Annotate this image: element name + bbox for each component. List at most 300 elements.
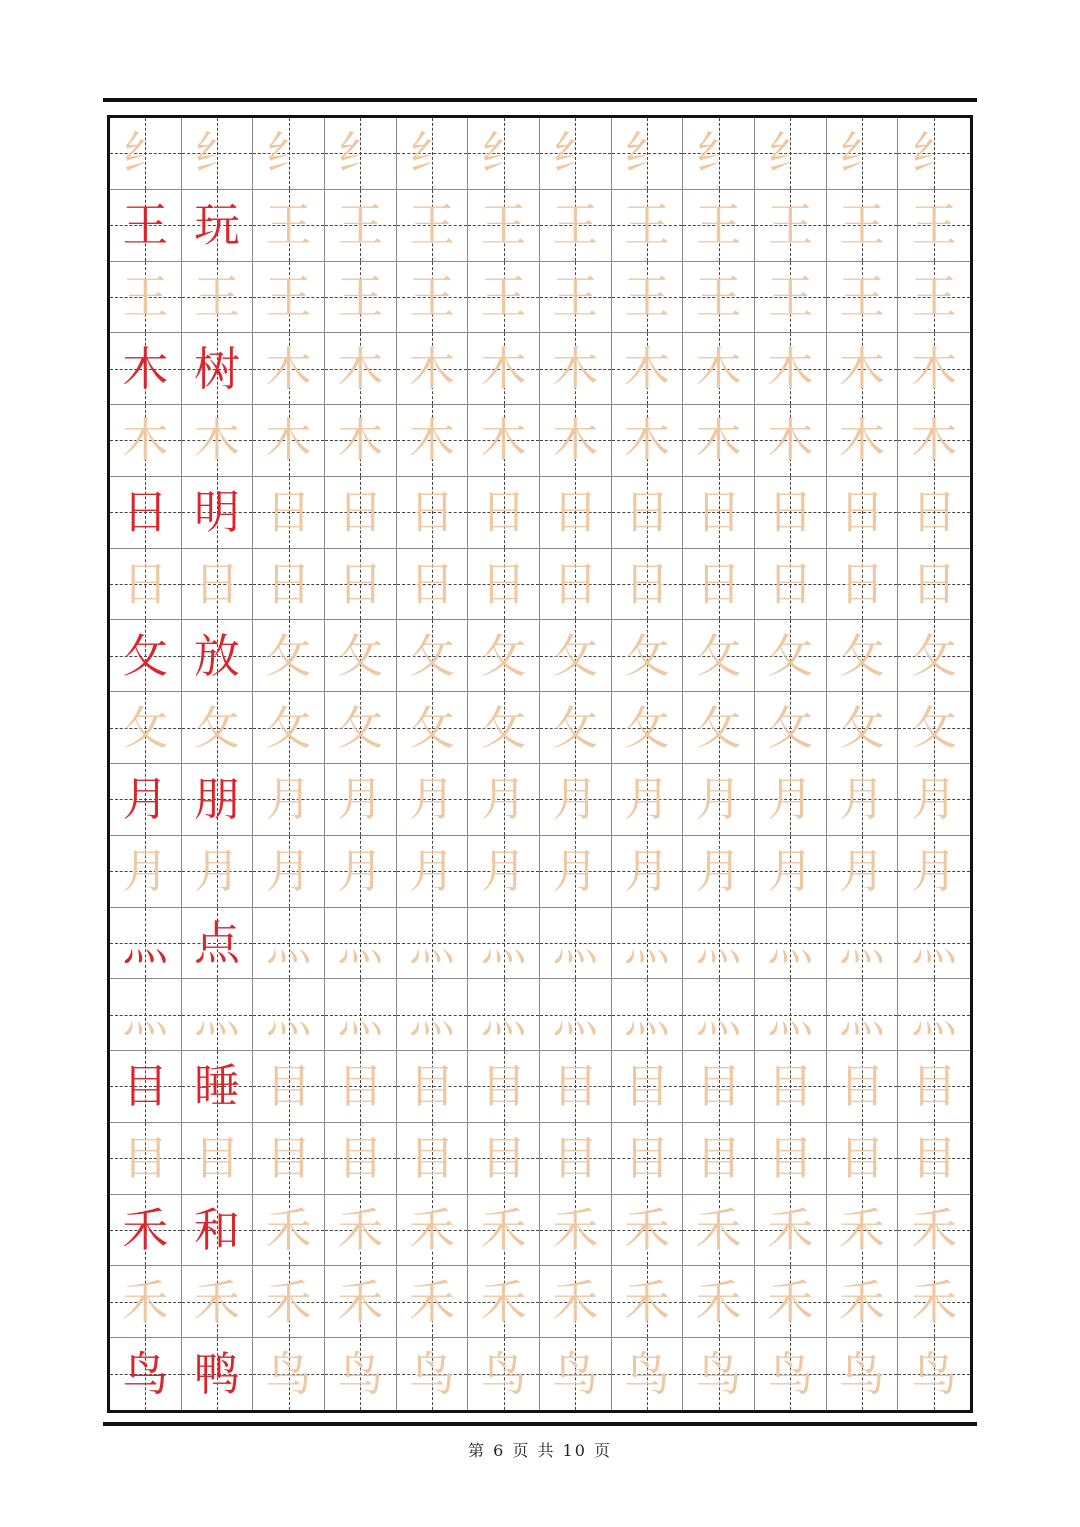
grid-cell bbox=[325, 836, 397, 908]
trace-character: 纟 bbox=[838, 126, 885, 181]
trace-character: 日 bbox=[623, 485, 670, 540]
trace-character: 王 bbox=[265, 198, 312, 253]
grid-cell bbox=[898, 118, 970, 190]
grid-cell bbox=[468, 908, 540, 980]
trace-character: 日 bbox=[480, 557, 527, 612]
trace-character: 鸟 bbox=[552, 1347, 599, 1402]
grid-cell bbox=[683, 118, 755, 190]
grid-cell bbox=[898, 1338, 970, 1410]
trace-character: 月 bbox=[122, 844, 169, 899]
trace-character: 攵 bbox=[838, 628, 885, 683]
grid-cell bbox=[540, 1266, 612, 1338]
trace-character: 日 bbox=[265, 485, 312, 540]
trace-character: 攵 bbox=[911, 700, 958, 755]
trace-character: 月 bbox=[337, 772, 384, 827]
trace-character: 月 bbox=[265, 844, 312, 899]
trace-character: 灬 bbox=[480, 987, 527, 1042]
trace-character: 木 bbox=[695, 413, 742, 468]
grid-cell bbox=[182, 549, 254, 621]
trace-character: 目 bbox=[911, 1059, 958, 1114]
trace-character: 木 bbox=[623, 341, 670, 396]
trace-character: 灬 bbox=[408, 915, 455, 970]
trace-character: 鸟 bbox=[265, 1347, 312, 1402]
trace-character: 日 bbox=[122, 557, 169, 612]
trace-character: 攵 bbox=[193, 700, 240, 755]
grid-cell bbox=[755, 549, 827, 621]
trace-character: 灬 bbox=[838, 987, 885, 1042]
grid-cell bbox=[898, 620, 970, 692]
trace-character: 攵 bbox=[623, 700, 670, 755]
grid-cell bbox=[755, 405, 827, 477]
grid-cell bbox=[612, 1195, 684, 1267]
model-character: 王 bbox=[122, 198, 169, 253]
trace-character: 月 bbox=[911, 772, 958, 827]
trace-character: 木 bbox=[337, 341, 384, 396]
grid-cell bbox=[755, 908, 827, 980]
grid-cell bbox=[540, 1195, 612, 1267]
trace-character: 木 bbox=[480, 341, 527, 396]
trace-character: 攵 bbox=[122, 700, 169, 755]
trace-character: 攵 bbox=[408, 700, 455, 755]
grid-cell bbox=[898, 262, 970, 334]
grid-cell bbox=[540, 477, 612, 549]
trace-character: 禾 bbox=[337, 1274, 384, 1329]
grid-cell bbox=[325, 979, 397, 1051]
trace-character: 月 bbox=[695, 844, 742, 899]
grid-cell bbox=[827, 908, 899, 980]
grid-cell bbox=[540, 190, 612, 262]
grid-cell bbox=[755, 333, 827, 405]
grid-cell bbox=[468, 262, 540, 334]
grid-cell bbox=[253, 1266, 325, 1338]
trace-character: 目 bbox=[408, 1131, 455, 1186]
trace-character: 目 bbox=[767, 1131, 814, 1186]
trace-character: 鸟 bbox=[838, 1347, 885, 1402]
trace-character: 木 bbox=[838, 413, 885, 468]
grid-cell bbox=[827, 1195, 899, 1267]
grid-cell bbox=[397, 764, 469, 836]
trace-character: 鸟 bbox=[767, 1347, 814, 1402]
trace-character: 禾 bbox=[122, 1274, 169, 1329]
trace-character: 禾 bbox=[911, 1203, 958, 1258]
grid-cell bbox=[468, 1195, 540, 1267]
grid-cell bbox=[827, 405, 899, 477]
practice-grid bbox=[110, 118, 970, 1410]
grid-cell bbox=[540, 333, 612, 405]
grid-cell bbox=[540, 549, 612, 621]
trace-character: 王 bbox=[838, 269, 885, 324]
grid-cell bbox=[540, 620, 612, 692]
trace-character: 禾 bbox=[695, 1274, 742, 1329]
trace-character: 王 bbox=[480, 198, 527, 253]
trace-character: 木 bbox=[265, 341, 312, 396]
grid-cell bbox=[110, 1195, 182, 1267]
trace-character: 木 bbox=[193, 413, 240, 468]
model-character: 攵 bbox=[122, 628, 169, 683]
trace-character: 攵 bbox=[695, 628, 742, 683]
grid-cell bbox=[540, 1338, 612, 1410]
grid-cell bbox=[612, 549, 684, 621]
trace-character: 攵 bbox=[337, 628, 384, 683]
grid-cell bbox=[325, 118, 397, 190]
grid-cell bbox=[540, 836, 612, 908]
trace-character: 日 bbox=[767, 557, 814, 612]
grid-cell bbox=[540, 692, 612, 764]
grid-cell bbox=[182, 908, 254, 980]
model-character: 鸟 bbox=[122, 1347, 169, 1402]
grid-cell bbox=[683, 549, 755, 621]
grid-cell bbox=[110, 979, 182, 1051]
grid-cell bbox=[683, 477, 755, 549]
trace-character: 王 bbox=[767, 269, 814, 324]
trace-character: 木 bbox=[911, 413, 958, 468]
grid-cell bbox=[827, 333, 899, 405]
grid-cell bbox=[898, 549, 970, 621]
grid-cell bbox=[898, 908, 970, 980]
grid-cell bbox=[540, 979, 612, 1051]
grid-cell bbox=[755, 190, 827, 262]
grid-cell bbox=[612, 118, 684, 190]
grid-cell bbox=[110, 692, 182, 764]
model-character: 明 bbox=[193, 485, 240, 540]
trace-character: 灬 bbox=[552, 915, 599, 970]
grid-cell bbox=[468, 549, 540, 621]
grid-cell bbox=[755, 1338, 827, 1410]
grid-cell bbox=[755, 836, 827, 908]
trace-character: 攵 bbox=[265, 700, 312, 755]
trace-character: 攵 bbox=[480, 628, 527, 683]
grid-cell bbox=[755, 1123, 827, 1195]
grid-cell bbox=[253, 620, 325, 692]
model-character: 日 bbox=[122, 485, 169, 540]
trace-character: 目 bbox=[265, 1131, 312, 1186]
grid-cell bbox=[683, 692, 755, 764]
trace-character: 日 bbox=[695, 557, 742, 612]
grid-cell bbox=[827, 477, 899, 549]
trace-character: 日 bbox=[337, 557, 384, 612]
trace-character: 攵 bbox=[337, 700, 384, 755]
grid-cell bbox=[182, 118, 254, 190]
grid-cell bbox=[612, 620, 684, 692]
trace-character: 木 bbox=[552, 341, 599, 396]
grid-cell bbox=[612, 190, 684, 262]
grid-cell bbox=[468, 620, 540, 692]
trace-character: 攵 bbox=[552, 628, 599, 683]
grid-cell bbox=[397, 1123, 469, 1195]
trace-character: 月 bbox=[838, 844, 885, 899]
grid-cell bbox=[397, 1266, 469, 1338]
trace-character: 禾 bbox=[838, 1274, 885, 1329]
grid-cell bbox=[110, 620, 182, 692]
trace-character: 鸟 bbox=[337, 1347, 384, 1402]
trace-character: 月 bbox=[193, 844, 240, 899]
grid-cell bbox=[397, 190, 469, 262]
grid-cell bbox=[325, 1266, 397, 1338]
grid-cell bbox=[397, 549, 469, 621]
grid-cell bbox=[612, 1051, 684, 1123]
trace-character: 月 bbox=[911, 844, 958, 899]
trace-character: 目 bbox=[838, 1131, 885, 1186]
model-character: 月 bbox=[122, 772, 169, 827]
grid-cell bbox=[182, 333, 254, 405]
trace-character: 禾 bbox=[623, 1203, 670, 1258]
grid-cell bbox=[827, 549, 899, 621]
grid-cell bbox=[755, 262, 827, 334]
grid-cell bbox=[683, 1195, 755, 1267]
grid-cell bbox=[683, 1338, 755, 1410]
trace-character: 灬 bbox=[265, 987, 312, 1042]
trace-character: 灬 bbox=[767, 915, 814, 970]
grid-cell bbox=[325, 549, 397, 621]
trace-character: 纟 bbox=[695, 126, 742, 181]
grid-cell bbox=[182, 692, 254, 764]
trace-character: 木 bbox=[767, 413, 814, 468]
trace-character: 灬 bbox=[552, 987, 599, 1042]
grid-cell bbox=[683, 1123, 755, 1195]
model-character: 点 bbox=[193, 915, 240, 970]
grid-cell bbox=[397, 333, 469, 405]
trace-character: 灬 bbox=[122, 987, 169, 1042]
trace-character: 禾 bbox=[265, 1274, 312, 1329]
model-character: 目 bbox=[122, 1059, 169, 1114]
grid-cell bbox=[468, 1123, 540, 1195]
grid-cell bbox=[253, 405, 325, 477]
grid-cell bbox=[253, 764, 325, 836]
grid-cell bbox=[182, 405, 254, 477]
grid-cell bbox=[683, 908, 755, 980]
grid-cell bbox=[755, 979, 827, 1051]
trace-character: 鸟 bbox=[623, 1347, 670, 1402]
grid-cell bbox=[182, 1266, 254, 1338]
grid-cell bbox=[612, 979, 684, 1051]
trace-character: 月 bbox=[623, 772, 670, 827]
grid-cell bbox=[110, 908, 182, 980]
grid-cell bbox=[110, 477, 182, 549]
trace-character: 禾 bbox=[623, 1274, 670, 1329]
trace-character: 禾 bbox=[695, 1203, 742, 1258]
trace-character: 王 bbox=[193, 269, 240, 324]
trace-character: 纟 bbox=[552, 126, 599, 181]
grid-cell bbox=[397, 477, 469, 549]
grid-cell bbox=[540, 405, 612, 477]
trace-character: 禾 bbox=[911, 1274, 958, 1329]
grid-cell bbox=[898, 836, 970, 908]
trace-character: 灬 bbox=[838, 915, 885, 970]
trace-character: 月 bbox=[337, 844, 384, 899]
model-character: 玩 bbox=[193, 198, 240, 253]
trace-character: 禾 bbox=[337, 1203, 384, 1258]
trace-character: 目 bbox=[911, 1131, 958, 1186]
grid-cell bbox=[325, 1051, 397, 1123]
trace-character: 纟 bbox=[337, 126, 384, 181]
grid-cell bbox=[468, 1266, 540, 1338]
trace-character: 禾 bbox=[480, 1203, 527, 1258]
grid-cell bbox=[827, 836, 899, 908]
grid-cell bbox=[468, 1338, 540, 1410]
trace-character: 王 bbox=[552, 269, 599, 324]
grid-cell bbox=[612, 692, 684, 764]
grid-cell bbox=[182, 764, 254, 836]
trace-character: 纟 bbox=[623, 126, 670, 181]
trace-character: 目 bbox=[408, 1059, 455, 1114]
trace-character: 木 bbox=[408, 341, 455, 396]
model-character: 和 bbox=[193, 1203, 240, 1258]
trace-character: 木 bbox=[337, 413, 384, 468]
trace-character: 木 bbox=[408, 413, 455, 468]
grid-cell bbox=[110, 1123, 182, 1195]
grid-cell bbox=[827, 620, 899, 692]
grid-cell bbox=[827, 118, 899, 190]
trace-character: 灬 bbox=[623, 915, 670, 970]
grid-cell bbox=[827, 190, 899, 262]
grid-cell bbox=[612, 908, 684, 980]
grid-cell bbox=[827, 1123, 899, 1195]
grid-cell bbox=[110, 1051, 182, 1123]
trace-character: 灬 bbox=[695, 915, 742, 970]
grid-cell bbox=[540, 1051, 612, 1123]
grid-cell bbox=[683, 190, 755, 262]
grid-cell bbox=[468, 477, 540, 549]
grid-cell bbox=[253, 836, 325, 908]
grid-cell bbox=[253, 477, 325, 549]
trace-character: 日 bbox=[337, 485, 384, 540]
grid-cell bbox=[898, 333, 970, 405]
grid-cell bbox=[110, 262, 182, 334]
grid-cell bbox=[683, 333, 755, 405]
model-character: 树 bbox=[193, 341, 240, 396]
trace-character: 日 bbox=[193, 557, 240, 612]
trace-character: 月 bbox=[552, 772, 599, 827]
grid-cell bbox=[253, 979, 325, 1051]
page-number: 第 6 页 共 10 页 bbox=[468, 1441, 612, 1460]
trace-character: 目 bbox=[480, 1131, 527, 1186]
trace-character: 王 bbox=[911, 269, 958, 324]
trace-character: 灬 bbox=[193, 987, 240, 1042]
grid-cell bbox=[683, 1266, 755, 1338]
trace-character: 木 bbox=[552, 413, 599, 468]
grid-cell bbox=[540, 908, 612, 980]
trace-character: 禾 bbox=[193, 1274, 240, 1329]
trace-character: 日 bbox=[695, 485, 742, 540]
grid-cell bbox=[898, 190, 970, 262]
grid-cell bbox=[827, 1266, 899, 1338]
trace-character: 目 bbox=[193, 1131, 240, 1186]
trace-character: 月 bbox=[767, 844, 814, 899]
grid-cell bbox=[110, 549, 182, 621]
trace-character: 王 bbox=[408, 198, 455, 253]
grid-cell bbox=[898, 1051, 970, 1123]
trace-character: 月 bbox=[767, 772, 814, 827]
grid-cell bbox=[612, 1338, 684, 1410]
trace-character: 鸟 bbox=[480, 1347, 527, 1402]
grid-cell bbox=[253, 118, 325, 190]
trace-character: 目 bbox=[552, 1059, 599, 1114]
trace-character: 王 bbox=[623, 198, 670, 253]
grid-cell bbox=[110, 118, 182, 190]
trace-character: 灬 bbox=[265, 915, 312, 970]
grid-cell bbox=[827, 1338, 899, 1410]
grid-cell bbox=[755, 1051, 827, 1123]
trace-character: 日 bbox=[623, 557, 670, 612]
trace-character: 王 bbox=[623, 269, 670, 324]
trace-character: 王 bbox=[408, 269, 455, 324]
model-character: 禾 bbox=[122, 1203, 169, 1258]
trace-character: 灬 bbox=[911, 915, 958, 970]
grid-cell bbox=[110, 764, 182, 836]
grid-cell bbox=[110, 836, 182, 908]
trace-character: 王 bbox=[337, 269, 384, 324]
grid-cell bbox=[468, 405, 540, 477]
grid-cell bbox=[468, 118, 540, 190]
grid-cell bbox=[110, 1266, 182, 1338]
trace-character: 灬 bbox=[695, 987, 742, 1042]
grid-cell bbox=[325, 190, 397, 262]
trace-character: 灬 bbox=[911, 987, 958, 1042]
grid-cell bbox=[110, 1338, 182, 1410]
trace-character: 攵 bbox=[552, 700, 599, 755]
trace-character: 攵 bbox=[911, 628, 958, 683]
trace-character: 王 bbox=[337, 198, 384, 253]
model-character: 木 bbox=[122, 341, 169, 396]
trace-character: 纟 bbox=[408, 126, 455, 181]
grid-cell bbox=[468, 979, 540, 1051]
trace-character: 目 bbox=[480, 1059, 527, 1114]
trace-character: 月 bbox=[623, 844, 670, 899]
grid-cell bbox=[253, 1338, 325, 1410]
grid-cell bbox=[397, 405, 469, 477]
trace-character: 灬 bbox=[767, 987, 814, 1042]
grid-cell bbox=[898, 477, 970, 549]
bottom-rule bbox=[103, 1422, 977, 1426]
trace-character: 攵 bbox=[480, 700, 527, 755]
grid-cell bbox=[397, 620, 469, 692]
trace-character: 日 bbox=[265, 557, 312, 612]
trace-character: 月 bbox=[408, 844, 455, 899]
trace-character: 日 bbox=[911, 557, 958, 612]
grid-cell bbox=[182, 262, 254, 334]
grid-cell bbox=[182, 1051, 254, 1123]
grid-cell bbox=[540, 1123, 612, 1195]
grid-cell bbox=[325, 405, 397, 477]
trace-character: 目 bbox=[623, 1131, 670, 1186]
trace-character: 目 bbox=[623, 1059, 670, 1114]
trace-character: 禾 bbox=[408, 1203, 455, 1258]
grid-cell bbox=[612, 764, 684, 836]
grid-cell bbox=[253, 190, 325, 262]
trace-character: 灬 bbox=[408, 987, 455, 1042]
grid-cell bbox=[683, 262, 755, 334]
model-character: 灬 bbox=[122, 915, 169, 970]
grid-cell bbox=[612, 1123, 684, 1195]
grid-cell bbox=[683, 764, 755, 836]
grid-cell bbox=[612, 405, 684, 477]
grid-cell bbox=[898, 405, 970, 477]
trace-character: 王 bbox=[480, 269, 527, 324]
grid-cell bbox=[755, 477, 827, 549]
grid-cell bbox=[755, 1195, 827, 1267]
trace-character: 目 bbox=[695, 1131, 742, 1186]
trace-character: 木 bbox=[265, 413, 312, 468]
grid-cell bbox=[325, 477, 397, 549]
grid-cell bbox=[397, 1195, 469, 1267]
trace-character: 攵 bbox=[623, 628, 670, 683]
trace-character: 纟 bbox=[122, 126, 169, 181]
grid-cell bbox=[325, 333, 397, 405]
trace-character: 月 bbox=[695, 772, 742, 827]
grid-cell bbox=[755, 118, 827, 190]
grid-cell bbox=[755, 1266, 827, 1338]
grid-cell bbox=[540, 262, 612, 334]
